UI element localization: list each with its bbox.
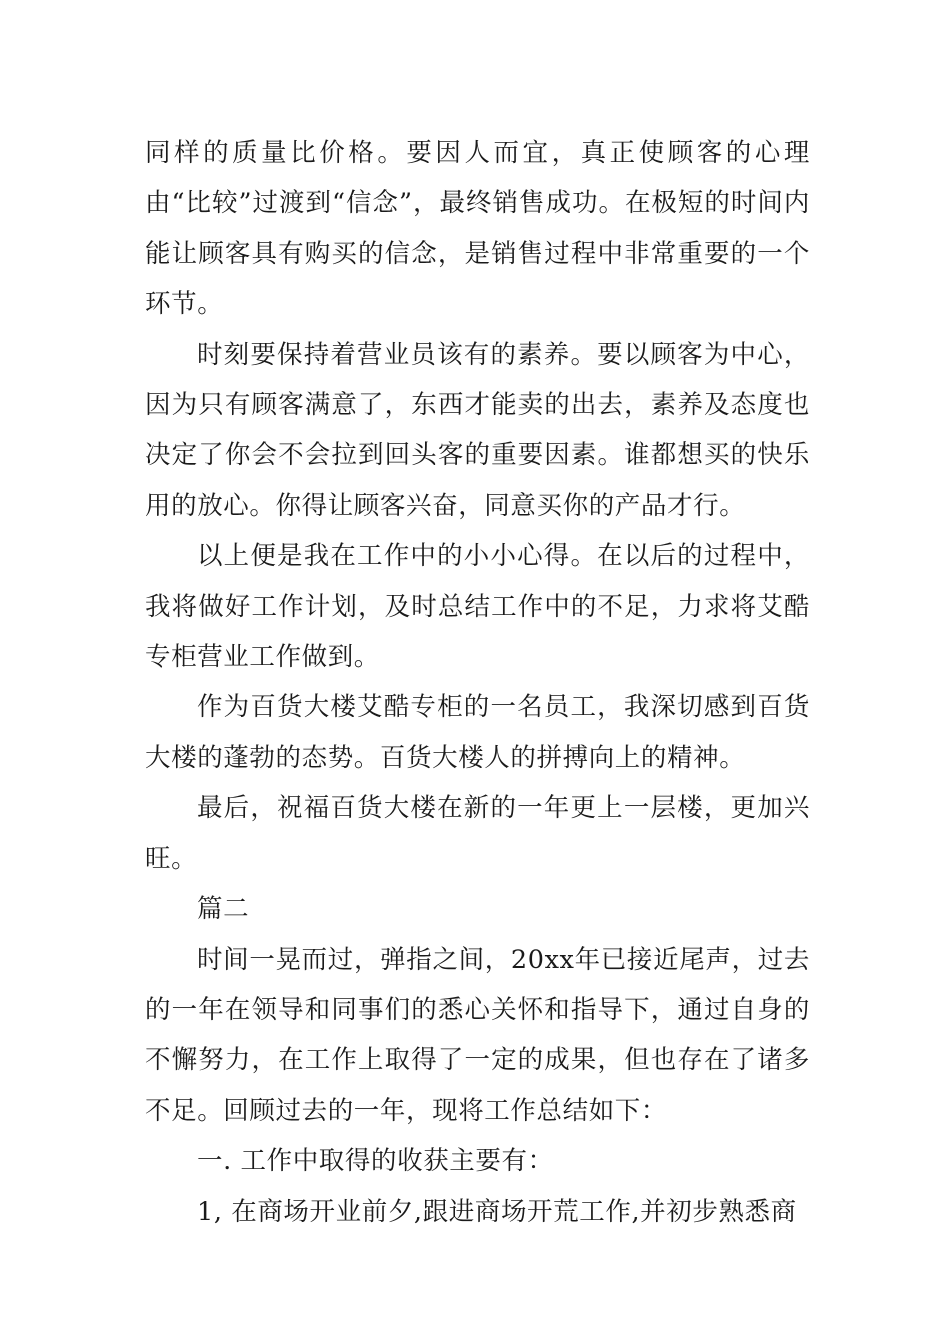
paragraph: 作为百货大楼艾酷专柜的一名员工，我深切感到百货大楼的蓬勃的态势。百货大楼人的拼搏向上的精神。 [145,692,810,773]
paragraph: 时间一晃而过，弹指之间，20xx年已接近尾声，过去的一年在领导和同事们的悉心关怀和指导下，通过自身的不懈努力，在工作上取得了一定的成果，但也存在了诸多不足。回顾过去的一年，现将工作总结如下： [145,944,810,1126]
document-body [145,128,810,1237]
paragraph: 最后，祝福百货大楼在新的一年更上一层楼，更加兴旺。 [145,793,810,874]
paragraph: 以上便是我在工作中的小小心得。在以后的过程中，我将做好工作计划，及时总结工作中的不足，力求将艾酷专柜营业工作做到。 [145,541,810,673]
list-item: 1, 在商场开业前夕,跟进商场开荒工作,并初步熟悉商 [197,1196,797,1227]
paragraph: 同样的质量比价格。要因人而宜，真正使顾客的心理由“比较”过渡到“信念”，最终销售成功。在极短的时间内能让顾客具有购买的信念，是销售过程中非常重要的一个环节。 [145,138,810,320]
list-heading: 一. 工作中取得的收获主要有： [197,1146,554,1177]
paragraph: 时刻要保持着营业员该有的素养。要以顾客为中心，因为只有顾客满意了，东西才能卖的出去，素养及态度也决定了你会不会拉到回头客的重要因素。谁都想买的快乐用的放心。你得让顾客兴奋，同意买你的产品才行。 [145,339,810,521]
section-heading: 篇二 [197,894,250,925]
